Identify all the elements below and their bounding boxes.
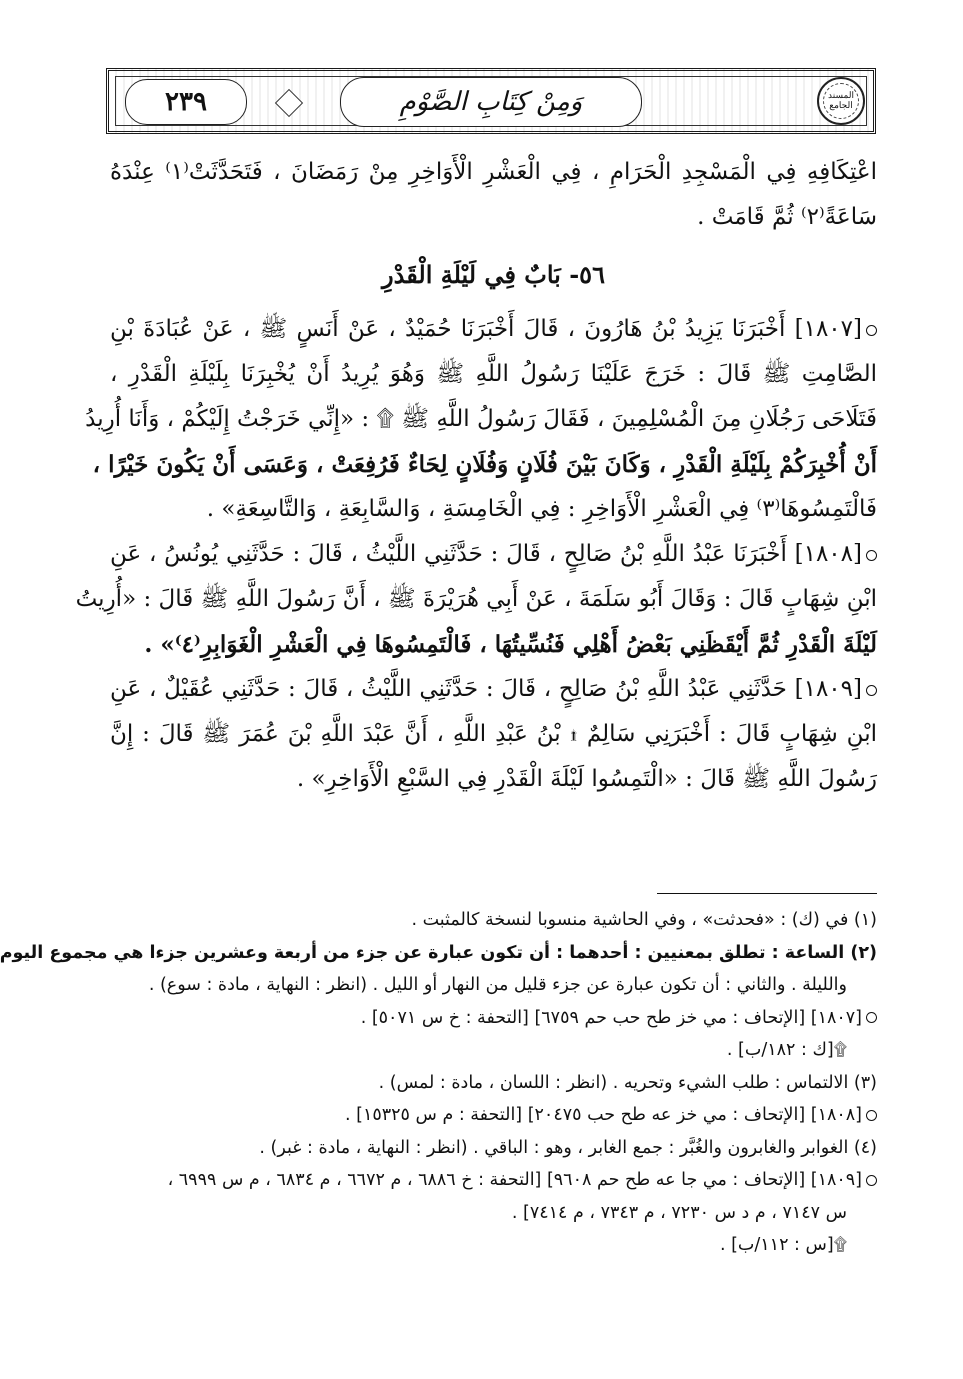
- text-line: [110, 667, 877, 712]
- hadith-marker-icon: [866, 1110, 877, 1121]
- footnote-line: والليلة . والثاني : أن تكون عبارة عن جزء قليل من النهار أو الليل . (انظر : النهاية ، مادة : سوع) .: [148, 975, 847, 995]
- text-line-content: [١٨٠٧] أَخْبَرَنَا يَزِيدُ بْنُ هَارُونَ ، قَالَ أَخْبَرَنَا حُمَيْدٌ ، عَنْ أَنَسٍ ﷺ ، عَنْ عُبَادَةَ بْنِ: [110, 316, 862, 342]
- footnote-line: (٣) الالتماس : طلب الشيء وتحريه . (انظر : اللسان ، مادة : لمس) .: [378, 1072, 877, 1093]
- text-line-content: [١٨٠٩] حَدَّثَنِي عَبْدُ اللَّهِ بْنُ صَالِحٍ ، قَالَ : حَدَّثَنِي اللَّيْثُ ، قَالَ : حَدَّثَنِي عُقَيْلٌ ، عَنِ: [110, 676, 862, 702]
- text-line: سَاعَةً⁽٢⁾ ثُمَّ قَامَتْ .: [697, 204, 877, 230]
- main-text: [75, 150, 877, 802]
- text-line: لَيْلَةَ الْقَدْرِ ثُمَّ أَيْقَظَنِي بَعْضُ أَهْلِي فَنُسِّيتُهَا ، فَالْتَمِسُوهَا فِي الْعَشْرِ الْغَوَابِرِ⁽٤⁾» .: [144, 631, 877, 658]
- footnote-line: س ٧١٤٧ ، م د س ٧٢٣٠ ، م ٧٣٤٣ ، م ٧٤١٤] .: [511, 1202, 847, 1223]
- footnote-line: (١) في (ك) : «فحدثت» ، وفي الحاشية منسوبا لنسخة كالمثبت .: [411, 910, 877, 930]
- footnotes: [0, 904, 877, 1262]
- hadith-1807: [85, 307, 877, 532]
- running-title: وَمِنْ كِتَابِ الصَّوْمِ: [340, 77, 642, 127]
- footnote-separator: [657, 893, 877, 894]
- text-line: فَتَلَاحَى رَجُلَانِ مِنَ الْمُسْلِمِينَ ، فَقَالَ رَسُولُ اللَّهِ ﷺ ۩ : «إِنِّي خَرَجْتُ إِلَيْكُمْ ، وَأَنَا أُرِيدُ: [85, 406, 877, 432]
- text-line: فَالْتَمِسُوهَا⁽٣⁾ فِي الْعَشْرِ الْأَوَاخِرِ : فِي الْخَامِسَةِ ، وَالسَّابِعَةِ ، وَالتَّاسِعَةِ» .: [206, 496, 877, 522]
- hadith-marker-icon: [866, 325, 877, 336]
- footnote-line-content: [١٨٠٩] [الإتحاف : مي جا عه طح حم ٩٦٠٨] [التحفة : خ ٦٨٨٦ ، م ٦٦٧٢ ، م ٦٨٣٤ ، م س ٦٩٩٩ ،: [167, 1170, 862, 1190]
- chapter-heading: ٥٦- بَابٌ فِي لَيْلَةِ الْقَدْرِ: [382, 260, 605, 289]
- footnote-line: ۩[ك : ١٨٢/ب] .: [726, 1040, 847, 1060]
- page-number: ٢٣٩: [125, 79, 247, 125]
- footnote-line: [110, 1002, 877, 1035]
- continuation-paragraph: [110, 150, 877, 240]
- footnote-line-content: [١٨٠٧] [الإتحاف : مي خز طح حب حم ٦٧٥٩] [التحفة : خ س ٥٠٧١] .: [360, 1007, 862, 1028]
- hadith-marker-icon: [866, 685, 877, 696]
- text-line: اعْتِكَافِهِ فِي الْمَسْجِدِ الْحَرَامِ ، فِي الْعَشْرِ الْأَوَاخِرِ مِنْ رَمَضَانَ ، فَتَحَدَّثَتْ⁽١⁾ عِنْدَهُ: [110, 159, 877, 185]
- hadith-1809: [110, 667, 877, 802]
- footnote-line: (٢) الساعة : تطلق بمعنيين : أحدهما : أن تكون عبارة عن جزء من أربعة وعشرين جزءا هي مجموع اليوم: [0, 942, 877, 963]
- text-line: أَنْ أُخْبِرَكُمْ بِلَيْلَةِ الْقَدْرِ ، وَكَانَ بَيْنَ فُلَانٍ وَفُلَانٍ لِحَاءٌ فَرُفِعَتْ ، وَعَسَى أَنْ يَكُونَ خَيْرًا ،: [92, 451, 877, 478]
- text-line-content: [١٨٠٨] أَخْبَرَنَا عَبْدُ اللَّهِ بْنُ صَالِحٍ ، قَالَ : حَدَّثَنِي اللَّيْثُ ، قَالَ : حَدَّثَنِي يُونُسُ ، عَنِ: [110, 541, 862, 567]
- text-line: ابْنِ شِهَابٍ قَالَ : وَقَالَ أَبُو سَلَمَةَ ، عَنْ أَبِي هُرَيْرَةَ ﷺ ، أَنَّ رَسُولَ اللَّهِ ﷺ قَالَ : «أُرِيتُ: [75, 586, 877, 612]
- footnote-line: [110, 1099, 877, 1132]
- seal-ring: [823, 83, 859, 119]
- footnote-line-content: [١٨٠٨] [الإتحاف : مي خز عه طح حب ٢٠٤٧٥] [التحفة : م س ١٥٣٢٥] .: [345, 1105, 862, 1125]
- footnote-line: ۩[س : ١١٢/ب] .: [719, 1235, 847, 1255]
- seal-text: المسند الجامع: [828, 91, 854, 111]
- text-line: [110, 532, 877, 577]
- hadith-1808: [75, 532, 877, 667]
- text-line: [110, 307, 877, 352]
- footnote-line: [110, 1164, 877, 1197]
- footnote-line: (٤) الغوابر والغابرون والغُبَّر : جمع الغابر ، وهو : الباقي . (انظر : النهاية ، مادة : غبر) .: [259, 1137, 877, 1158]
- text-line: ابْنِ شِهَابٍ قَالَ : أَخْبَرَنِي سَالِمٌ ۩ بْنُ عَبْدِ اللَّهِ ، أَنَّ عَبْدَ اللَّهِ بْنَ عُمَرَ ﷺ قَالَ : إِنَّ: [110, 721, 877, 747]
- hadith-marker-icon: [866, 1175, 877, 1186]
- text-line: رَسُولَ اللَّهِ ﷺ قَالَ : «الْتَمِسُوا لَيْلَةَ الْقَدْرِ فِي السَّبْعِ الْأَوَاخِرِ» .: [296, 766, 877, 792]
- publisher-seal-icon: [817, 77, 865, 125]
- page-header: [106, 68, 876, 134]
- hadith-marker-icon: [866, 550, 877, 561]
- hadith-marker-icon: [866, 1012, 877, 1023]
- text-line: الصَّامِتِ ﷺ قَالَ : خَرَجَ عَلَيْنَا رَسُولُ اللَّهِ ﷺ وَهُوَ يُرِيدُ أَنْ يُخْبِرَنَا بِلَيْلَةِ الْقَدْرِ ،: [110, 361, 877, 387]
